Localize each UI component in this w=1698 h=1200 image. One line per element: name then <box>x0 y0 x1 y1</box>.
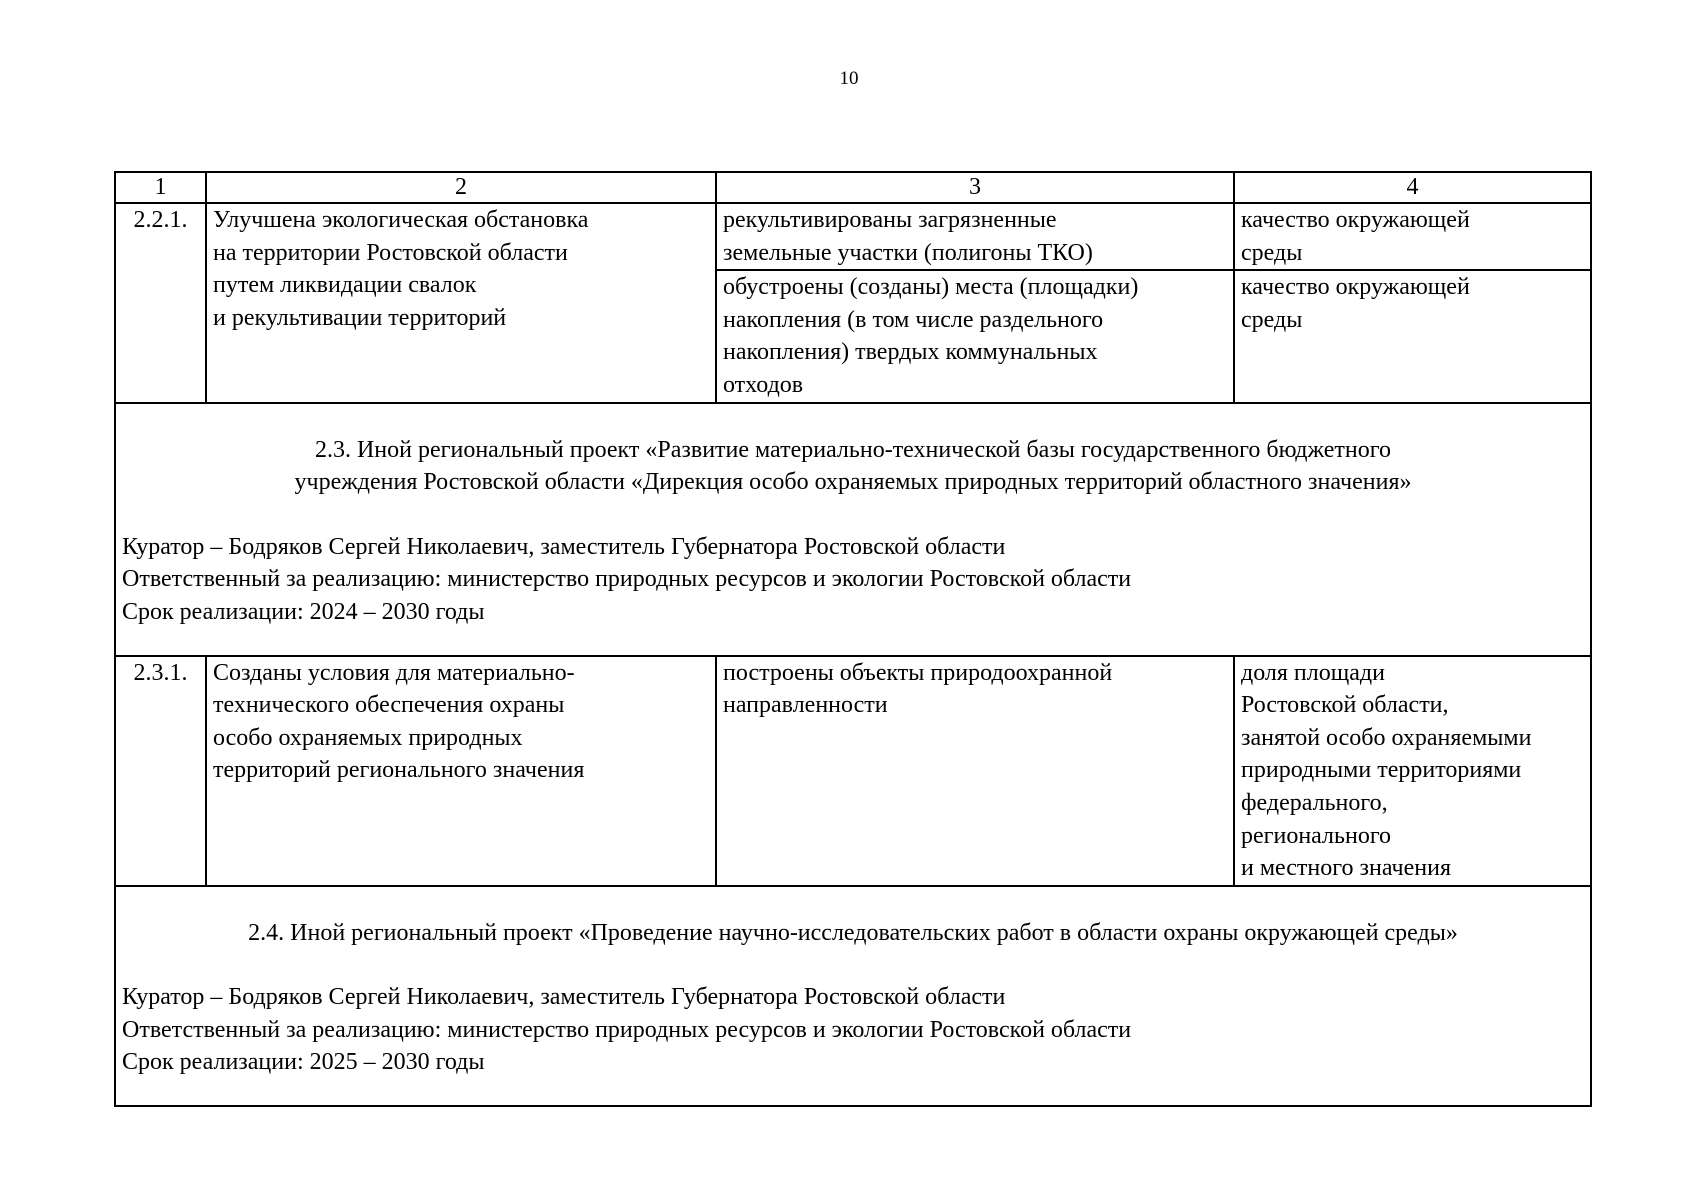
table-header-row <box>115 172 1591 203</box>
task-line: Улучшена экологическая обстановка <box>213 207 589 233</box>
indicator-cell-2-2-1-a <box>1234 203 1591 270</box>
task-line: и рекультивации территорий <box>213 304 507 331</box>
curator-text: Куратор – Бодряков Сергей Николаевич, заместитель Губернатора Ростовской области <box>122 984 1006 1011</box>
term-text: Срок реализации: 2025 – 2030 годы <box>122 1049 485 1076</box>
row-number-2-2-1: 2.2.1. <box>115 203 206 403</box>
indicator-line: занятой особо охраняемыми <box>1241 724 1532 751</box>
indicator-line: доля площади <box>1241 659 1385 686</box>
section-info-2-4 <box>122 981 1584 1079</box>
table-row-2-2-1a <box>115 203 1591 270</box>
indicator-line: среды <box>1241 306 1303 333</box>
indicator-line: качество окружающей <box>1241 274 1470 301</box>
task-cell-2-2-1 <box>206 203 716 403</box>
page-number: 10 <box>839 68 859 89</box>
section-title-2-3 <box>122 434 1584 499</box>
section-info-2-3 <box>122 531 1584 629</box>
responsible-text: Ответственный за реализацию: министерство природных ресурсов и экологии Ростовской области <box>122 566 1132 593</box>
result-line: накопления (в том числе раздельного <box>723 306 1104 333</box>
column-header-4: 4 <box>1234 172 1591 203</box>
indicator-cell-2-2-1-b <box>1234 270 1591 402</box>
section-title-line: 2.3. Иной региональный проект «Развитие материально-технической базы государственного бюджетного <box>314 436 1392 463</box>
section-row-2-3 <box>115 403 1591 656</box>
result-line: земельные участки (полигоны ТКО) <box>723 239 1093 266</box>
result-cell-2-3-1 <box>716 656 1234 886</box>
task-line: территорий регионального значения <box>213 757 585 784</box>
table-row-2-3-1 <box>115 656 1591 886</box>
indicator-line: качество окружающей <box>1241 207 1470 233</box>
indicator-line: среды <box>1241 239 1303 266</box>
result-line: накопления) твердых коммунальных <box>723 339 1098 366</box>
goals-table <box>114 171 1592 1107</box>
responsible-text: Ответственный за реализацию: министерство природных ресурсов и экологии Ростовской области <box>122 1016 1132 1043</box>
row-number-2-3-1: 2.3.1. <box>115 656 206 886</box>
section-title-line: 2.4. Иной региональный проект «Проведение научно-исследовательских работ в области охраны окружающей среды» <box>248 919 1458 946</box>
task-line: путем ликвидации свалок <box>213 272 477 299</box>
result-line: направленности <box>723 692 888 719</box>
column-header-3: 3 <box>716 172 1234 203</box>
indicator-line: и местного значения <box>1241 855 1451 882</box>
indicator-cell-2-3-1 <box>1234 656 1591 886</box>
indicator-line: Ростовской области, <box>1241 692 1449 719</box>
task-line: технического обеспечения охраны <box>213 692 565 719</box>
result-cell-2-2-1-a <box>716 203 1234 270</box>
indicator-line: природными территориями <box>1241 757 1522 784</box>
result-line: рекультивированы загрязненные <box>723 207 1057 233</box>
task-cell-2-3-1 <box>206 656 716 886</box>
task-line: Созданы условия для материально- <box>213 659 575 686</box>
result-cell-2-2-1-b <box>716 270 1234 402</box>
task-line: на территории Ростовской области <box>213 239 568 266</box>
section-row-2-4 <box>115 886 1591 1106</box>
result-line: обустроены (созданы) места (площадки) <box>723 274 1139 301</box>
result-line: отходов <box>723 371 804 398</box>
result-line: построены объекты природоохранной <box>723 659 1113 686</box>
section-title-2-4 <box>122 917 1584 950</box>
section-2-4 <box>115 886 1591 1106</box>
curator-text: Куратор – Бодряков Сергей Николаевич, заместитель Губернатора Ростовской области <box>122 533 1006 560</box>
term-text: Срок реализации: 2024 – 2030 годы <box>122 598 485 625</box>
section-2-3 <box>115 403 1591 656</box>
column-header-2: 2 <box>206 172 716 203</box>
indicator-line: регионального <box>1241 822 1392 849</box>
section-title-line: учреждения Ростовской области «Дирекция особо охраняемых природных территорий областного значения» <box>294 469 1412 496</box>
column-header-1: 1 <box>115 172 206 203</box>
indicator-line: федерального, <box>1241 789 1388 816</box>
task-line: особо охраняемых природных <box>213 724 523 751</box>
